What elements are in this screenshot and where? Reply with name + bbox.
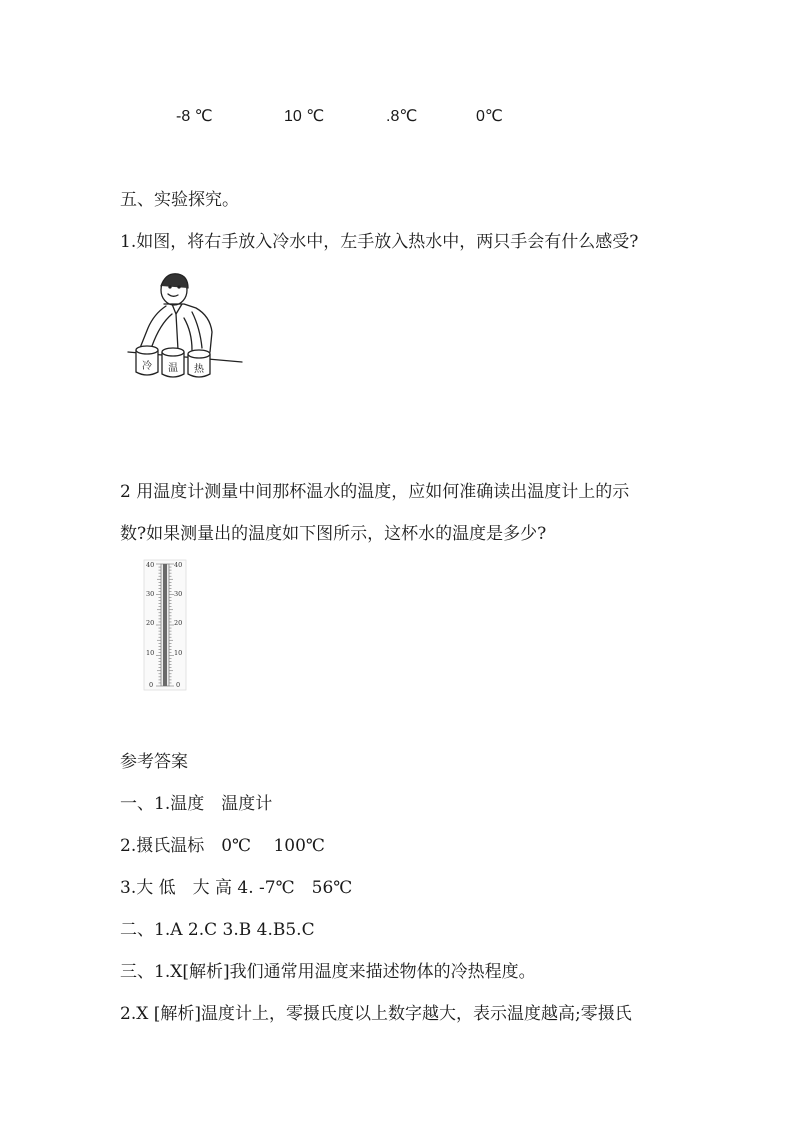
answers-title: 参考答案 <box>120 752 188 772</box>
answer-line: 3.大 低 大 高 4. -7℃ 56℃ <box>120 878 353 898</box>
question-2-line-1: 2 用温度计测量中间那杯温水的温度，应如何准确读出温度计上的示 <box>120 482 630 502</box>
tick-label-left: 40 <box>146 561 155 569</box>
tick-label-right: 40 <box>174 561 183 569</box>
answer-line: 一、1.温度 温度计 <box>120 794 273 814</box>
section-title: 五、实验探究。 <box>120 190 239 210</box>
cup-label-hot: 热 <box>194 364 204 375</box>
answer-line: 三、1.X[解析]我们通常用温度来描述物体的冷热程度。 <box>120 962 536 982</box>
temperature-option: 10 ℃ <box>284 108 325 125</box>
answer-line: 2.X [解析]温度计上，零摄氏度以上数字越大，表示温度越高;零摄氏 <box>120 1004 632 1024</box>
cup-label-warm: 温 <box>168 363 178 374</box>
tick-label-right: 20 <box>174 619 183 627</box>
tick-label-left: 0 <box>149 681 154 689</box>
tick-label-right: 0 <box>176 681 181 689</box>
thermometer-illustration <box>140 558 192 692</box>
temperature-option: .8℃ <box>386 108 418 125</box>
temperature-option: 0℃ <box>476 108 503 125</box>
answer-line: 二、1.A 2.C 3.B 4.B5.C <box>120 920 315 940</box>
tick-label-left: 20 <box>146 619 155 627</box>
thermometer-liquid <box>163 564 167 686</box>
tick-label-left: 30 <box>146 590 155 598</box>
question-1: 1.如图，将右手放入冷水中，左手放入热水中，两只手会有什么感受? <box>120 232 639 252</box>
cup-label-cold: 冷 <box>142 361 152 372</box>
temperature-option: -8 ℃ <box>176 108 213 125</box>
hands-in-water-illustration <box>126 268 246 380</box>
temperature-options-row <box>0 106 793 130</box>
tick-label-right: 10 <box>174 649 183 657</box>
question-2-line-2: 数?如果测量出的温度如下图所示，这杯水的温度是多少? <box>120 524 547 544</box>
tick-label-left: 10 <box>146 649 155 657</box>
tick-label-right: 30 <box>174 590 183 598</box>
answer-line: 2.摄氏温标 0℃ 100℃ <box>120 836 325 856</box>
